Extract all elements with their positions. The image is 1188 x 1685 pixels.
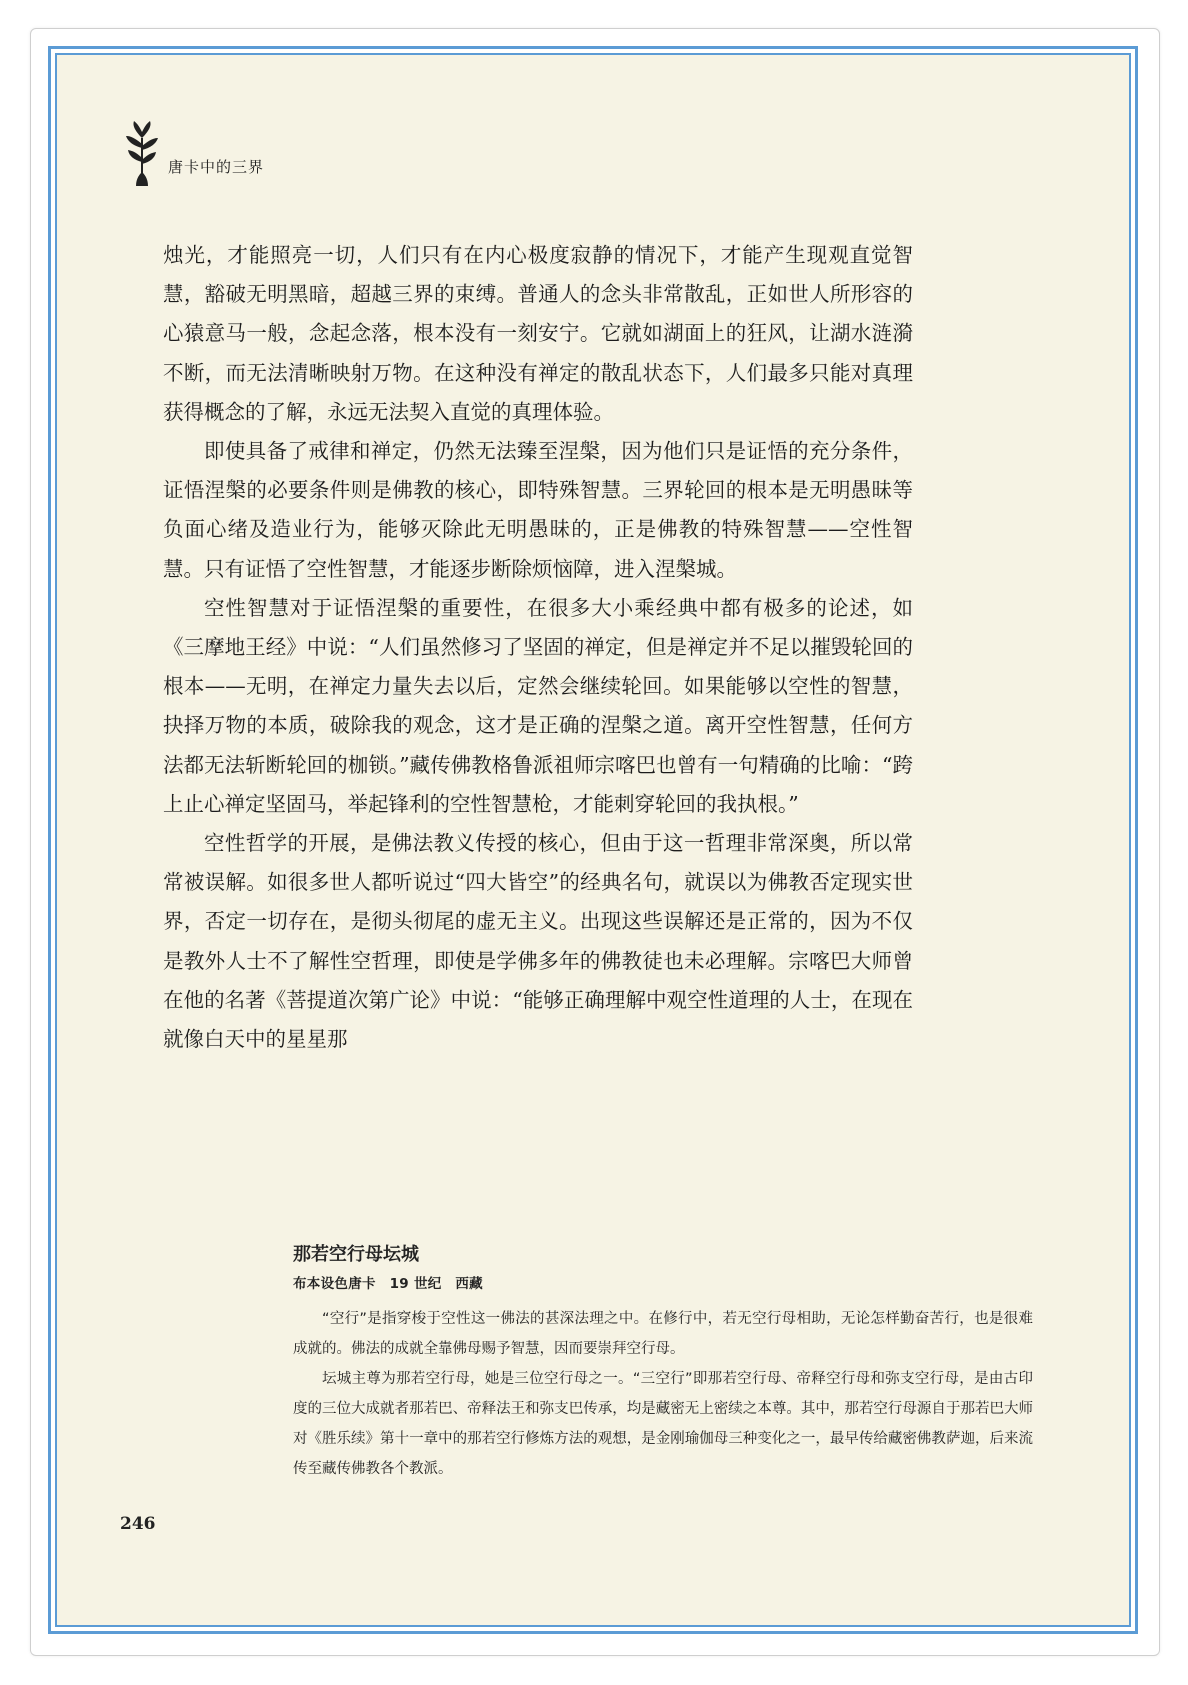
- page-number: 246: [120, 1514, 156, 1534]
- caption-paragraph-2: 坛城主尊为那若空行母，她是三位空行母之一。“三空行”即那若空行母、帝释空行母和弥支空行母，是由古印度的三位大成就者那若巴、帝释法王和弥支巴传承，均是藏密无上密续之本尊。其中，那若空行母源自于那若巴大师对《胜乐续》第十一章中的那若空行修炼方法的观想，是金刚瑜伽母三种变化之一，最早传给藏密佛教萨迦，后来流传至藏传佛教各个教派。: [293, 1371, 1033, 1477]
- body-paragraph-4: 空性哲学的开展，是佛法教义传授的核心，但由于这一哲理非常深奥，所以常常被误解。如很多世人都听说过“四大皆空”的经典名句，就误以为佛教否定现实世界，否定一切存在，是彻头彻尾的虚无主义。出现这些误解还是正常的，因为不仅是教外人士不了解性空哲理，即使是学佛多年的佛教徒也未必理解。宗喀巴大师曾在他的名著《菩提道次第广论》中说：“能够正确理解中观空性道理的人士，在现在就像白天中的星星那: [163, 831, 913, 1052]
- caption-subtitle: 布本设色唐卡 19 世纪 西藏: [293, 1276, 483, 1292]
- image-caption: [293, 1240, 1033, 1484]
- running-header: [122, 118, 422, 188]
- caption-body: [293, 1304, 1033, 1484]
- body-paragraph-1: 烛光，才能照亮一切，人们只有在内心极度寂静的情况下，才能产生现观直觉智慧，豁破无明黑暗，超越三界的束缚。普通人的念头非常散乱，正如世人所形容的心猿意马一般，念起念落，根本没有一刻安宁。它就如湖面上的狂风，让湖水涟漪不断，而无法清晰映射万物。在这种没有禅定的散乱状态下，人们最多只能对真理获得概念的了解，永远无法契入直觉的真理体验。: [163, 243, 913, 424]
- main-text: [163, 236, 913, 1059]
- body-paragraph-2: 即使具备了戒律和禅定，仍然无法臻至涅槃，因为他们只是证悟的充分条件，证悟涅槃的必要条件则是佛教的核心，即特殊智慧。三界轮回的根本是无明愚昧等负面心绪及造业行为，能够灭除此无明愚昧的，正是佛教的特殊智慧——空性智慧。只有证悟了空性智慧，才能逐步断除烦恼障，进入涅槃城。: [163, 439, 913, 581]
- caption-paragraph-1: “空行”是指穿梭于空性这一佛法的甚深法理之中。在修行中，若无空行母相助，无论怎样勤奋苦行，也是很难成就的。佛法的成就全靠佛母赐予智慧，因而要崇拜空行母。: [293, 1311, 1033, 1357]
- running-header-title: 唐卡中的三界: [168, 158, 265, 176]
- body-paragraph-3: 空性智慧对于证悟涅槃的重要性，在很多大小乘经典中都有极多的论述，如《三摩地王经》中说：“人们虽然修习了坚固的禅定，但是禅定并不足以摧毁轮回的根本——无明，在禅定力量失去以后，定然会继续轮回。如果能够以空性的智慧，抉择万物的本质，破除我的观念，这才是正确的涅槃之道。离开空性智慧，任何方法都无法斩断轮回的枷锁。”藏传佛教格鲁派祖师宗喀巴也曾有一句精确的比喻：“跨上止心禅定坚固马，举起锋利的空性智慧枪，才能刺穿轮回的我执根。”: [163, 595, 913, 816]
- flower-ornament-icon: [122, 118, 162, 188]
- caption-title: 那若空行母坛城: [293, 1244, 419, 1265]
